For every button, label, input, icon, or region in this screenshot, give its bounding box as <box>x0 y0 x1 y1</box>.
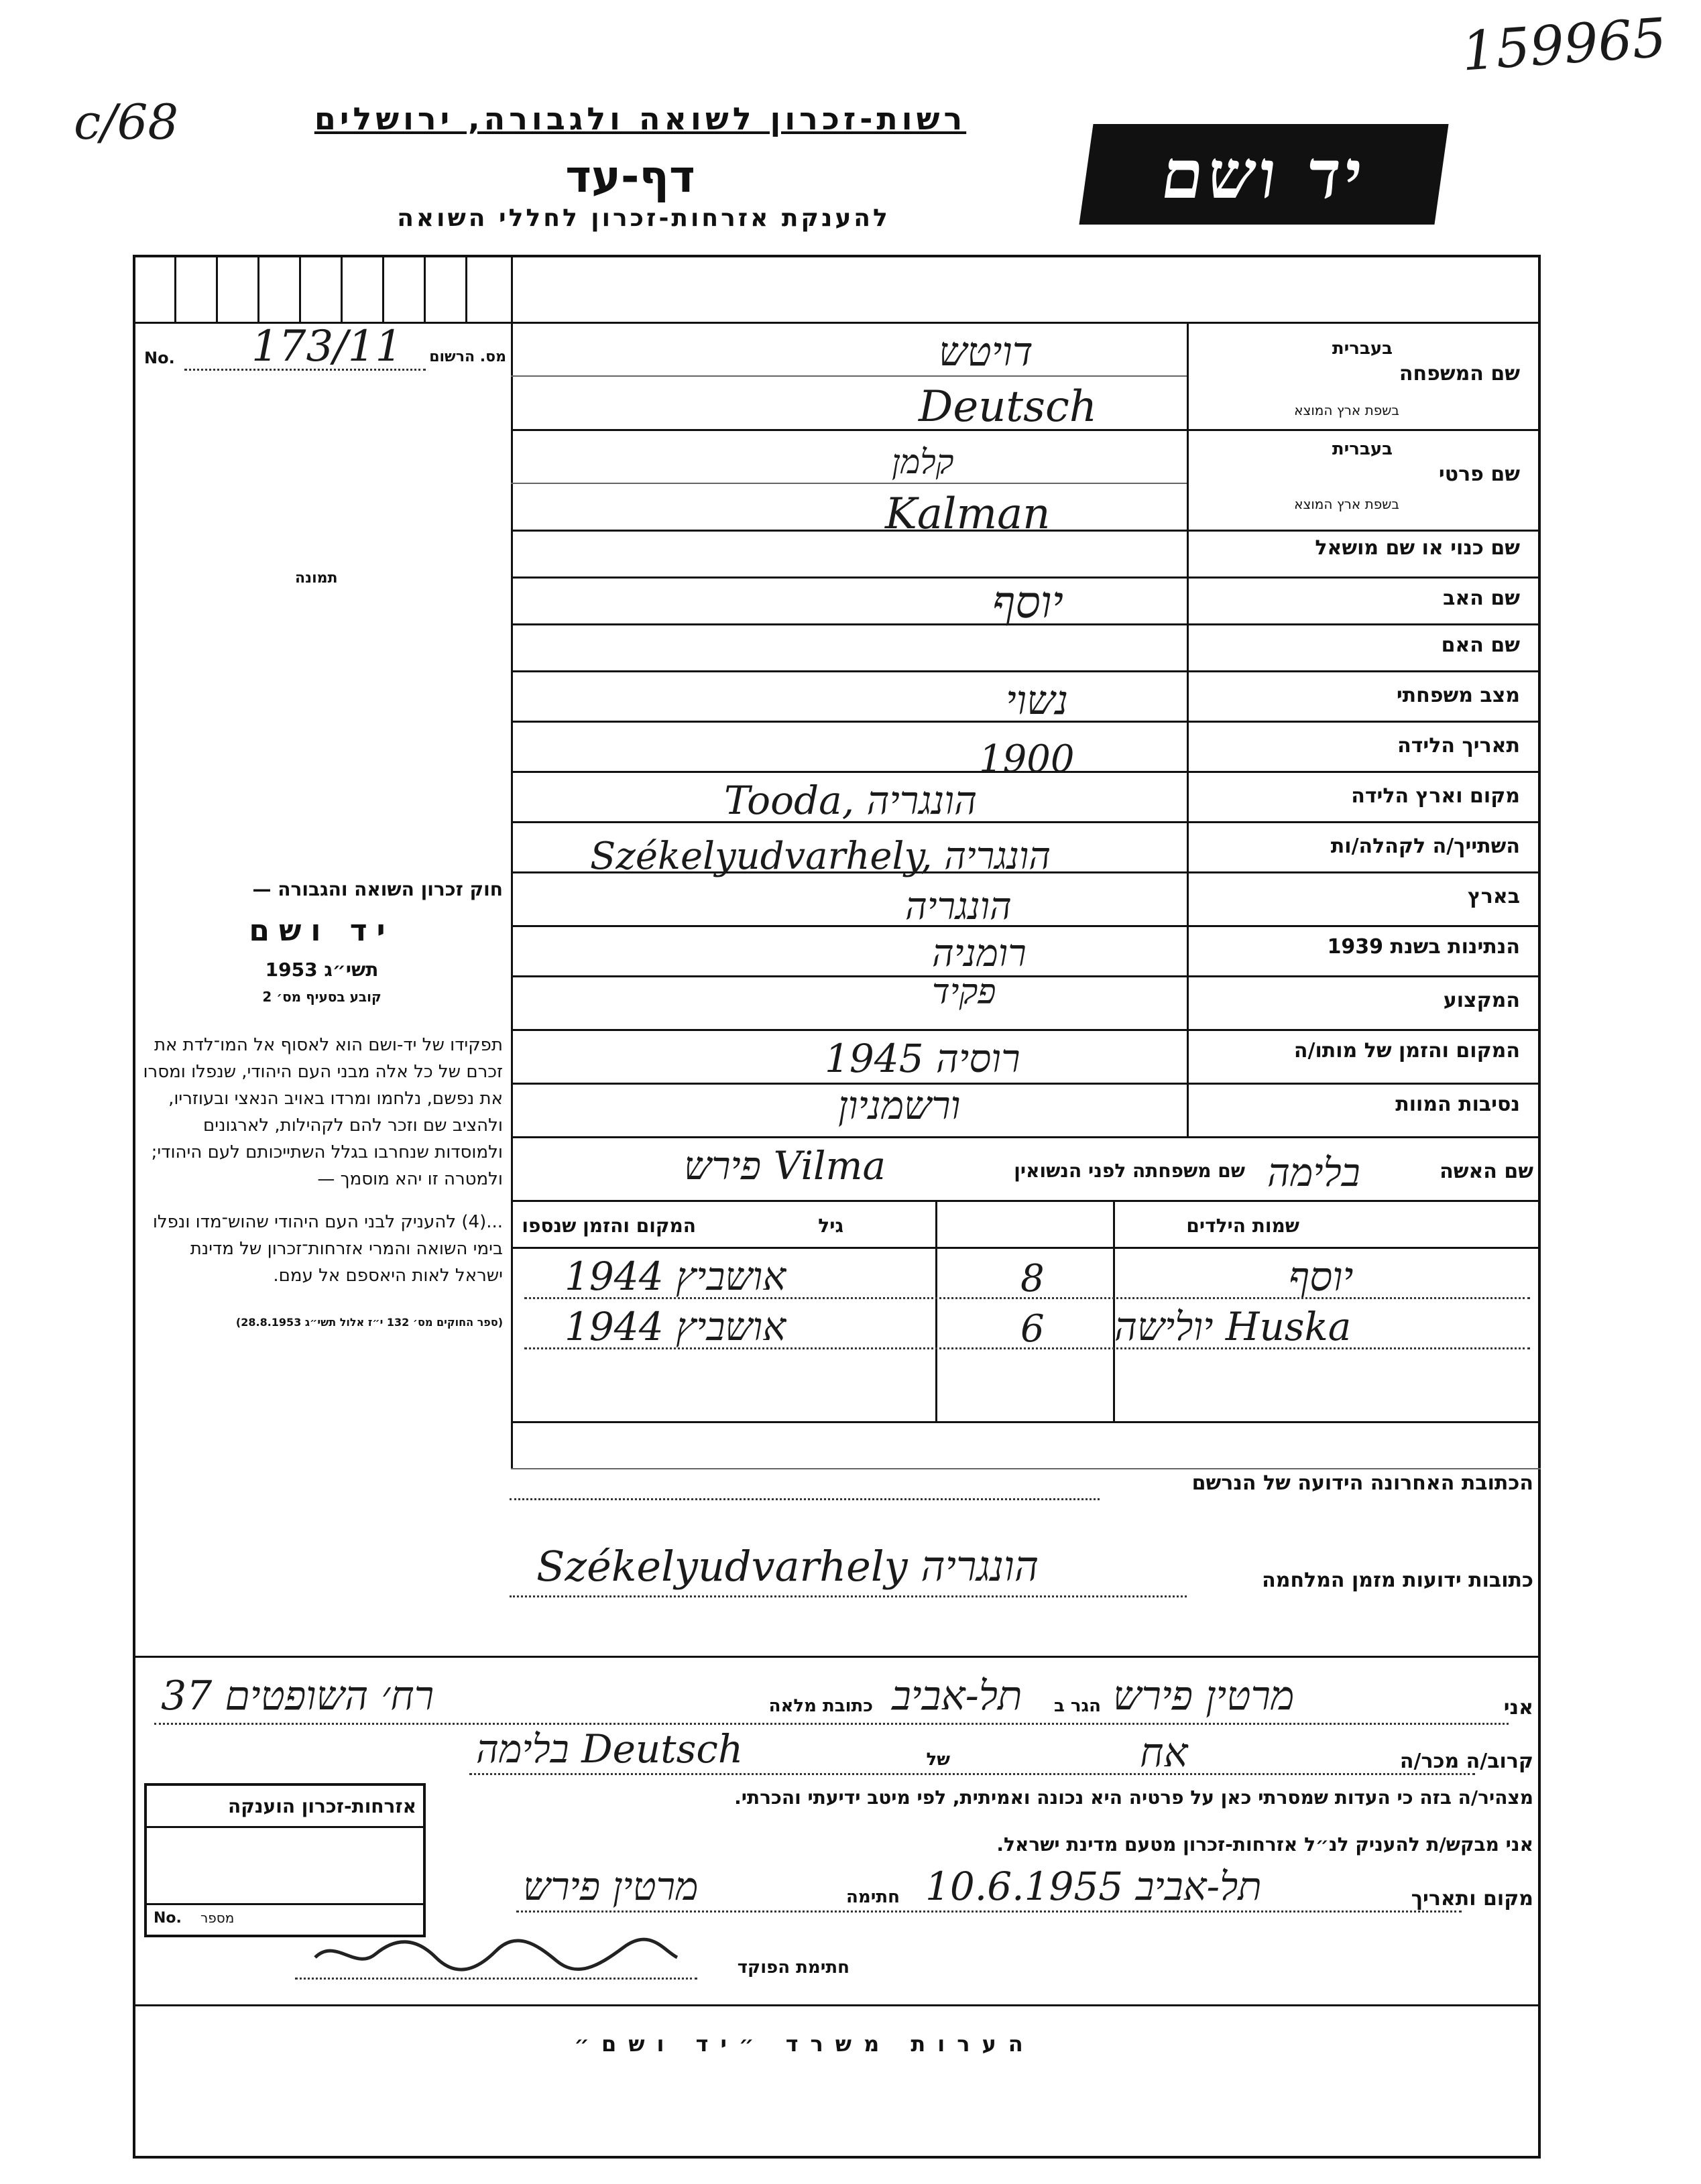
death-place-time-label: המקום והזמן של מותו/ה <box>1293 1039 1520 1063</box>
registration-number-field <box>144 322 506 375</box>
children-table <box>511 1200 1541 1421</box>
law-title: חוק זכרון השואה והגבורה — <box>252 878 503 900</box>
place-date-value: תל-אביב 10.6.1955 <box>925 1864 1262 1909</box>
stamp-box-number-en: No. <box>154 1910 182 1927</box>
place-date-label: מקום ותאריך <box>1411 1887 1533 1910</box>
first-name-hebrew-value: קלמן <box>892 442 954 481</box>
yad-vashem-logo <box>1079 124 1448 225</box>
surname-hebrew-label: בעברית <box>1332 339 1393 359</box>
surname-hebrew-value: דויטש <box>939 328 1033 375</box>
law-paragraph-1: תפקידו של יד-ושם הוא לאסוף אל המו־לדת את זכרם של כל אלה מבני העם היהודי, שנפלו ומסרו את נפשם, נלחמו ומרדו באויב הנאצי ובעוזריו, ולהציב שם וזכר להם לקהילות, לארגונים ולמוסדות שנחרבו בגלל השתייכותם לעם היהודי; ולמטרה זו יהא מוסמך — <box>143 1035 503 1189</box>
wife-maiden-label: שם משפחתה לפני הנשואין <box>1014 1160 1245 1182</box>
profession-label: המקצוע <box>1443 989 1520 1012</box>
archive-number: 159965 <box>1460 6 1669 83</box>
father-value: יוסף <box>992 577 1063 628</box>
form-subtitle: להענקת אזרחות-זכרון לחללי השואה <box>397 204 890 232</box>
declarant-address: רח׳ השופטים 37 <box>161 1673 434 1719</box>
marital-status-label: מצב משפחתי <box>1396 684 1520 707</box>
citizenship-stamp-box <box>144 1783 426 1937</box>
death-place-time-value: 1945 רוסיה <box>825 1036 1020 1081</box>
community-label: השתייך/ה לקהלה/ות <box>1330 835 1520 858</box>
corner-note: c/68 <box>74 94 179 150</box>
wife-maiden-value: פירש Vilma <box>684 1143 886 1189</box>
citizenship-1939-value: רומניה <box>932 932 1027 975</box>
law-paragraph-2: ...(4) להעניק לבני העם היהודי שהוש־מדו ונפלו בימי השואה והמרי אזרחות־זכרון של מדינת ישראל לאות היאספם אל עמם. <box>152 1212 503 1286</box>
children-header-place-time: המקום והזמן שנספו <box>522 1215 696 1237</box>
declaration-text: מצהיר/ה בזה כי העדות שמסרתי כאן על פרטיה היא נכונה ואמיתית, לפי מיטב ידיעתי והכרתי. <box>734 1786 1533 1809</box>
of-value: בלימה Deutsch <box>476 1726 744 1772</box>
law-footnote: (ספר החוקים מס׳ 132 י״ז אלול תשי״ג 28.8.1953) <box>235 1316 503 1329</box>
wartime-address-label: כתובות ידועות מזמן המלחמה <box>1262 1569 1533 1592</box>
relative-label: קרוב/ה מכר/ה <box>1399 1750 1533 1773</box>
surname-label: שם המשפחה <box>1399 362 1520 385</box>
birth-place-label: מקום וארץ הלידה <box>1351 784 1520 808</box>
first-name-label: שם פרטי <box>1438 463 1520 486</box>
children-header-names: שמות הילדים <box>1186 1215 1299 1237</box>
first-name-hebrew-label: בעברית <box>1332 439 1393 459</box>
stamp-box-title: אזרחות-זכרון הוענקה <box>228 1795 416 1817</box>
father-label: שם האב <box>1443 587 1520 610</box>
mother-label: שם האם <box>1441 633 1520 657</box>
birth-date-value: 1900 <box>979 737 1075 781</box>
stamp-box-number-label: מספר <box>200 1910 235 1926</box>
death-circumstances-value: ורשמניון <box>838 1083 961 1128</box>
child-name: יוסף <box>1289 1254 1354 1300</box>
declarant-i-label: אני <box>1503 1696 1533 1719</box>
officer-signature-label: חתימת הפוקד <box>737 1957 849 1978</box>
children-header-age: גיל <box>818 1215 843 1237</box>
signature-label: חתימה <box>846 1887 900 1907</box>
child-place-time: 1944 אושביץ <box>565 1254 786 1299</box>
nickname-label: שם כנוי או שם מושאל <box>1315 536 1520 560</box>
profession-value: פקיד <box>932 972 996 1012</box>
death-circumstances-label: נסיבות המוות <box>1395 1093 1520 1116</box>
child-age: 8 <box>1020 1257 1045 1300</box>
surname-origin-label: בשפת ארץ המוצא <box>1294 402 1399 418</box>
country-label: בארץ <box>1467 885 1520 908</box>
law-name: יד ושם <box>249 914 395 948</box>
birth-place-value: Tooda, הונגריה <box>724 778 978 823</box>
birth-date-label: תאריך הלידה <box>1397 734 1520 757</box>
declarant-name: מרטין פירש <box>1113 1673 1295 1719</box>
form-title: דף-עד <box>565 151 695 202</box>
child-age: 6 <box>1020 1307 1045 1351</box>
first-name-origin-value: Kalman <box>885 489 1051 539</box>
community-value: Székelyudvarhely, הונגריה <box>590 835 1051 878</box>
declarant-city: תל-אביב <box>892 1673 1022 1719</box>
of-label: של <box>926 1750 950 1770</box>
logo-text: יד ושם <box>1156 135 1372 214</box>
surname-origin-value: Deutsch <box>919 382 1098 432</box>
institution-name: רשות-זכרון לשואה ולגבורה, ירושלים <box>314 101 967 137</box>
marital-status-value: נשוי <box>1006 677 1069 724</box>
first-name-origin-label: בשפת ארץ המוצא <box>1294 496 1399 512</box>
country-value: הונגריה <box>905 885 1012 928</box>
law-clause: קובע בסעיף מס׳ 2 <box>262 989 382 1005</box>
wife-label: שם האשה <box>1440 1160 1533 1183</box>
request-text: אני מבקש/ת להעניק לנ״ל אזרחות-זכרון מטעם מדינת ישראל. <box>996 1833 1533 1856</box>
wartime-address-value: Székelyudvarhely הונגריה <box>536 1542 1039 1591</box>
declarant-signature: מרטין פירש <box>523 1864 699 1909</box>
law-section <box>141 878 503 1329</box>
officer-signature-icon <box>308 1931 684 1978</box>
declarant-address-label: כתובת מלאה <box>768 1696 873 1716</box>
child-place-time: 1944 אושביץ <box>565 1304 786 1349</box>
registration-number: 173/11 <box>251 322 403 371</box>
citizenship-1939-label: הנתינות בשנת 1939 <box>1327 935 1520 959</box>
child-name: יולישה Huska <box>1114 1304 1352 1349</box>
office-notes-title: הערות משרד ״יד ושם״ <box>574 2031 1035 2057</box>
declarant-resides-label: הגר ב <box>1053 1696 1101 1716</box>
law-year: תשי״ג 1953 <box>265 959 379 981</box>
registration-label-he: מס. הרשום <box>429 349 506 365</box>
wife-value: בלימה <box>1267 1150 1360 1195</box>
photo-label: תמונה <box>295 570 338 587</box>
registration-label-en: No. <box>144 349 175 367</box>
relation-value: אח <box>1140 1730 1188 1776</box>
last-address-label: הכתובת האחרונה הידועה של הנרשם <box>1191 1471 1533 1495</box>
